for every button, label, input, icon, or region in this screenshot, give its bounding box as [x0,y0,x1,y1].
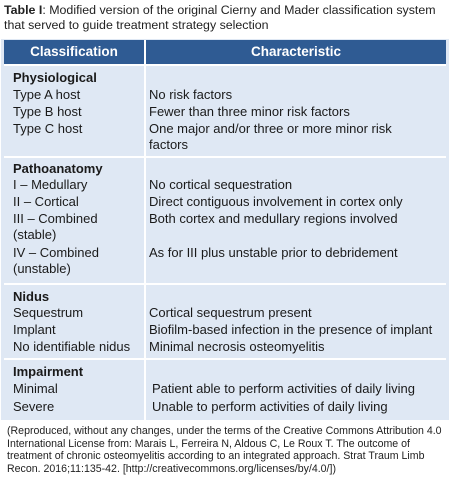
caption-label: Table I [4,3,43,17]
classification-cell: II – Cortical [13,194,79,209]
caption-text: : Modified version of the original Cierny and Mader classification system that served to guide treatment strategy selection [4,3,436,32]
classification-cell: III – Combined (stable) [13,211,98,242]
table-footnote: (Reproduced, without any changes, under the terms of the Creative Commons Attribution 4.0 International License from: Marais L, Ferreira N, Aldous C, Le Roux T. The outcome of treatment of chronic osteomyelitis according to an integrated approach. Strat Traum Limb Recon. 2016;11:135-42. [http://creativecommons.org/licenses/by/4.0/]) [1,420,449,495]
column-divider [144,285,146,358]
characteristic-cell: No risk factors [149,87,233,102]
classification-cell: Type B host [13,104,82,119]
characteristic-cell: Fewer than three minor risk factors [149,104,350,119]
classification-cell: Type C host [13,121,83,136]
characteristic-cell: Cortical sequestrum present [149,305,312,320]
classification-cell: No identifiable nidus [13,339,131,354]
characteristic-cell: Direct contiguous involvement in cortex only [149,194,403,209]
characteristic-cell: As for III plus unstable prior to debridement [149,245,398,260]
characteristic-cell: Patient able to perform activities of daily living [152,381,416,396]
classification-cell: Minimal [13,381,58,396]
classification-cell: Severe [13,399,55,414]
section-title: Nidus [13,289,50,304]
table-figure [1,1,449,495]
characteristic-cell: Both cortex and medullary regions involved [149,211,398,226]
characteristic-cell: Minimal necrosis osteomyelitis [149,339,325,354]
characteristic-cell: No cortical sequestration [149,177,293,192]
column-divider [144,158,146,283]
section-impairment [4,358,446,420]
header-characteristic: Characteristic [250,44,342,59]
section-title: Physiological [13,70,97,85]
classification-cell: Type A host [13,87,81,102]
section-pathoanatomy [4,156,446,283]
table-header [4,40,446,64]
section-title: Impairment [13,364,84,379]
characteristic-cell: Biofilm-based infection in the presence of implant [149,322,433,337]
classification-cell: Sequestrum [13,305,84,320]
header-classification: Classification [30,44,118,59]
section-title: Pathoanatomy [13,161,103,176]
characteristic-cell: Unable to perform activities of daily living [152,399,388,414]
section-physiological [4,64,446,156]
classification-cell: Implant [13,322,56,337]
characteristic-cell: One major and/or three or more minor risk factors [149,121,392,152]
column-divider [144,66,146,156]
table-caption [1,1,449,39]
classification-cell: IV – Combined (unstable) [13,245,99,276]
classification-cell: I – Medullary [13,177,88,192]
section-nidus [4,283,446,358]
column-divider [144,360,146,420]
